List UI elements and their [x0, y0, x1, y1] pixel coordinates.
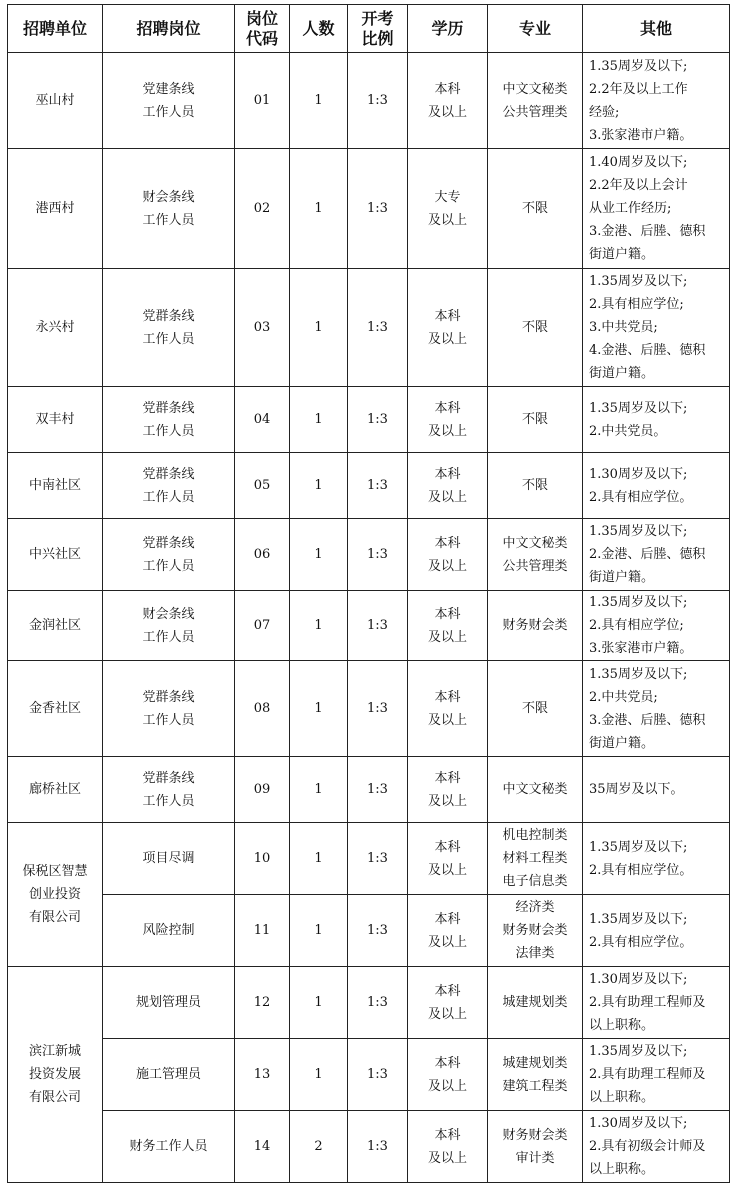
cell-line: 党群条线 [142, 689, 195, 705]
cell-line: 投资发展 [28, 1067, 81, 1082]
cell-line: 1.30周岁及以下; [589, 466, 688, 482]
cell-ratio: 1:3 [348, 387, 408, 453]
cell-line: 双丰村 [35, 412, 75, 427]
cell-code: 13 [235, 1039, 290, 1111]
cell-code: 01 [235, 53, 290, 149]
cell-post [103, 269, 235, 387]
cell-education [408, 269, 488, 387]
cell-line: 中文文秘类 [502, 81, 568, 97]
cell-major [488, 453, 583, 519]
cell-count: 1 [290, 53, 348, 149]
cell-line: 公共管理类 [502, 558, 568, 574]
cell-line: 本科 [434, 81, 461, 97]
cell-line: 及以上 [427, 331, 467, 347]
cell-line: 金润社区 [28, 618, 81, 633]
cell-education [408, 895, 488, 967]
cell-line: 中文文秘类 [502, 782, 568, 797]
header-ratio: 开考 比例 [348, 5, 408, 53]
cell-other [583, 895, 730, 967]
cell-line: 2.具有相应学位; [589, 297, 684, 312]
cell-line: 2.金港、后塍、德积 [589, 547, 706, 562]
cell-line: 1.40周岁及以下; [589, 155, 688, 170]
cell-unit [8, 757, 103, 823]
cell-ratio: 1:3 [348, 1111, 408, 1183]
cell-line: 及以上 [427, 1006, 467, 1022]
cell-line: 街道户籍。 [589, 247, 655, 262]
cell-line: 规划管理员 [135, 995, 201, 1010]
cell-line: 中文文秘类 [502, 535, 568, 551]
cell-line: 1.30周岁及以下; [589, 972, 688, 987]
cell-line: 本科 [434, 606, 461, 622]
cell-line: 本科 [434, 1055, 461, 1071]
cell-line: 工作人员 [142, 212, 195, 228]
cell-line: 城建规划类 [502, 995, 568, 1010]
cell-count: 1 [290, 1039, 348, 1111]
cell-line: 本科 [434, 911, 461, 927]
cell-line: 及以上 [427, 104, 467, 120]
cell-post [103, 387, 235, 453]
cell-other [583, 823, 730, 895]
cell-line: 1.35周岁及以下; [589, 58, 688, 74]
table-row [8, 661, 730, 757]
table-row [8, 269, 730, 387]
cell-education [408, 823, 488, 895]
cell-line: 不限 [521, 412, 548, 427]
cell-count: 1 [290, 149, 348, 269]
cell-count: 1 [290, 519, 348, 591]
cell-ratio: 1:3 [348, 661, 408, 757]
cell-line: 本科 [434, 400, 461, 416]
cell-post [103, 1039, 235, 1111]
cell-major [488, 661, 583, 757]
table-row [8, 823, 730, 895]
cell-count: 1 [290, 967, 348, 1039]
cell-line: 1.35周岁及以下; [589, 1044, 688, 1059]
cell-other [583, 149, 730, 269]
cell-line: 及以上 [427, 1078, 467, 1094]
cell-line: 2.2年及以上会计 [589, 178, 688, 193]
cell-major [488, 149, 583, 269]
recruitment-table [7, 4, 730, 1183]
cell-line: 法律类 [515, 946, 555, 961]
cell-unit [8, 823, 103, 967]
cell-post [103, 757, 235, 823]
cell-code: 09 [235, 757, 290, 823]
cell-code: 07 [235, 591, 290, 661]
cell-line: 3.张家港市户籍。 [589, 641, 693, 656]
cell-line: 大专 [434, 189, 461, 205]
cell-major [488, 757, 583, 823]
cell-line: 工作人员 [142, 104, 195, 120]
cell-line: 党群条线 [142, 535, 195, 551]
cell-code: 04 [235, 387, 290, 453]
cell-code: 08 [235, 661, 290, 757]
cell-post [103, 1111, 235, 1183]
cell-post [103, 453, 235, 519]
cell-line: 不限 [521, 320, 548, 335]
cell-line: 机电控制类 [502, 828, 568, 843]
cell-ratio: 1:3 [348, 269, 408, 387]
cell-line: 施工管理员 [135, 1067, 201, 1082]
cell-unit [8, 387, 103, 453]
cell-line: 1.35周岁及以下; [589, 400, 688, 416]
cell-line: 2.具有相应学位; [589, 618, 684, 633]
cell-other [583, 453, 730, 519]
cell-line: 及以上 [427, 558, 467, 574]
cell-line: 党群条线 [142, 400, 195, 416]
cell-line: 本科 [434, 466, 461, 482]
cell-code: 14 [235, 1111, 290, 1183]
cell-major [488, 1111, 583, 1183]
cell-major [488, 269, 583, 387]
cell-line: 3.金港、后塍、德积 [589, 224, 706, 239]
cell-line: 本科 [434, 770, 461, 786]
cell-line: 中兴社区 [28, 547, 81, 562]
cell-education [408, 757, 488, 823]
cell-count: 1 [290, 895, 348, 967]
cell-count: 1 [290, 823, 348, 895]
cell-major [488, 591, 583, 661]
cell-line: 公共管理类 [502, 104, 568, 120]
cell-count: 1 [290, 661, 348, 757]
cell-post [103, 591, 235, 661]
cell-education [408, 519, 488, 591]
cell-line: 党群条线 [142, 466, 195, 482]
cell-line: 城建规划类 [502, 1055, 568, 1071]
cell-line: 及以上 [427, 423, 467, 439]
cell-line: 本科 [434, 689, 461, 705]
cell-line: 巫山村 [35, 93, 75, 108]
table-row [8, 757, 730, 823]
cell-post [103, 661, 235, 757]
cell-line: 党群条线 [142, 770, 195, 786]
cell-major [488, 53, 583, 149]
cell-line: 及以上 [427, 212, 467, 228]
cell-line: 本科 [434, 1127, 461, 1143]
cell-line: 35周岁及以下。 [589, 782, 684, 797]
cell-line: 材料工程类 [502, 851, 568, 866]
cell-line: 1.30周岁及以下; [589, 1116, 688, 1131]
cell-major [488, 387, 583, 453]
cell-line: 1.35周岁及以下; [589, 666, 688, 682]
cell-major [488, 895, 583, 967]
cell-code: 11 [235, 895, 290, 967]
cell-line: 经济类 [515, 900, 555, 915]
cell-line: 财务财会类 [502, 1127, 568, 1143]
cell-unit [8, 149, 103, 269]
cell-line: 以上职称。 [589, 1162, 655, 1177]
cell-line: 保税区智慧 [22, 864, 88, 879]
cell-line: 有限公司 [28, 910, 81, 925]
cell-line: 不限 [521, 478, 548, 493]
cell-major [488, 1039, 583, 1111]
cell-line: 2.中共党员。 [589, 423, 667, 439]
cell-line: 1.35周岁及以下; [589, 274, 688, 289]
cell-line: 2.具有助理工程师及 [589, 995, 706, 1010]
cell-code: 03 [235, 269, 290, 387]
cell-line: 工作人员 [142, 629, 195, 645]
cell-line: 以上职称。 [589, 1090, 655, 1105]
cell-count: 1 [290, 269, 348, 387]
cell-line: 及以上 [427, 1150, 467, 1166]
cell-unit [8, 53, 103, 149]
cell-line: 及以上 [427, 862, 467, 878]
cell-education [408, 967, 488, 1039]
cell-line: 及以上 [427, 712, 467, 728]
cell-ratio: 1:3 [348, 895, 408, 967]
cell-line: 中南社区 [28, 478, 81, 493]
cell-major [488, 823, 583, 895]
header-post: 招聘岗位 [103, 5, 235, 53]
cell-line: 本科 [434, 535, 461, 551]
table-row [8, 519, 730, 591]
cell-line: 从业工作经历; [589, 201, 672, 216]
cell-line: 及以上 [427, 934, 467, 950]
cell-post [103, 519, 235, 591]
cell-line: 财会条线 [142, 606, 195, 622]
cell-line: 项目尽调 [142, 851, 195, 866]
cell-unit [8, 967, 103, 1183]
cell-other [583, 269, 730, 387]
cell-ratio: 1:3 [348, 757, 408, 823]
table-row [8, 387, 730, 453]
cell-other [583, 757, 730, 823]
cell-line: 廊桥社区 [28, 782, 81, 797]
header-count: 人数 [290, 5, 348, 53]
cell-education [408, 149, 488, 269]
cell-post [103, 53, 235, 149]
cell-unit [8, 453, 103, 519]
cell-line: 财务财会类 [502, 618, 568, 633]
cell-line: 金香社区 [28, 701, 81, 716]
cell-line: 党群条线 [142, 308, 195, 324]
cell-line: 4.金港、后塍、德积 [589, 343, 706, 358]
cell-ratio: 1:3 [348, 591, 408, 661]
table-row [8, 1111, 730, 1183]
table-row [8, 149, 730, 269]
cell-line: 街道户籍。 [589, 570, 655, 585]
cell-post [103, 149, 235, 269]
cell-major [488, 519, 583, 591]
cell-line: 经验; [589, 104, 620, 120]
cell-line: 本科 [434, 308, 461, 324]
table-row [8, 895, 730, 967]
table-row [8, 453, 730, 519]
cell-line: 不限 [521, 201, 548, 216]
cell-ratio: 1:3 [348, 967, 408, 1039]
cell-other [583, 591, 730, 661]
cell-line: 2.具有初级会计师及 [589, 1139, 706, 1154]
cell-line: 2.具有助理工程师及 [589, 1067, 706, 1082]
cell-line: 本科 [434, 839, 461, 855]
cell-education [408, 1111, 488, 1183]
table-row [8, 1039, 730, 1111]
cell-line: 审计类 [515, 1150, 555, 1166]
cell-line: 港西村 [35, 201, 75, 216]
cell-education [408, 591, 488, 661]
cell-line: 本科 [434, 983, 461, 999]
cell-ratio: 1:3 [348, 149, 408, 269]
cell-count: 1 [290, 387, 348, 453]
cell-line: 街道户籍。 [589, 735, 655, 751]
header-unit: 招聘单位 [8, 5, 103, 53]
cell-education [408, 53, 488, 149]
cell-line: 街道户籍。 [589, 366, 655, 381]
cell-ratio: 1:3 [348, 53, 408, 149]
cell-other [583, 967, 730, 1039]
cell-post [103, 967, 235, 1039]
cell-line: 1.35周岁及以下; [589, 524, 688, 539]
cell-count: 1 [290, 591, 348, 661]
cell-line: 工作人员 [142, 331, 195, 347]
cell-line: 及以上 [427, 489, 467, 505]
cell-code: 05 [235, 453, 290, 519]
cell-line: 3.金港、后塍、德积 [589, 712, 706, 728]
cell-line: 工作人员 [142, 489, 195, 505]
cell-unit [8, 519, 103, 591]
header-other: 其他 [583, 5, 730, 53]
cell-line: 财务工作人员 [129, 1139, 208, 1154]
cell-line: 滨江新城 [28, 1044, 81, 1059]
cell-education [408, 1039, 488, 1111]
cell-line: 及以上 [427, 629, 467, 645]
cell-ratio: 1:3 [348, 453, 408, 519]
cell-line: 2.具有相应学位。 [589, 934, 693, 950]
cell-post [103, 895, 235, 967]
cell-line: 1.35周岁及以下; [589, 839, 688, 855]
cell-code: 02 [235, 149, 290, 269]
cell-other [583, 53, 730, 149]
cell-line: 建筑工程类 [502, 1078, 568, 1094]
cell-other [583, 387, 730, 453]
cell-line: 以上职称。 [589, 1018, 655, 1033]
cell-line: 电子信息类 [502, 874, 568, 889]
cell-line: 工作人员 [142, 423, 195, 439]
header-major: 专业 [488, 5, 583, 53]
cell-line: 2.2年及以上工作 [589, 81, 688, 97]
cell-line: 3.中共党员; [589, 320, 658, 335]
cell-line: 3.张家港市户籍。 [589, 127, 693, 143]
cell-line: 1.35周岁及以下; [589, 595, 688, 610]
cell-ratio: 1:3 [348, 519, 408, 591]
cell-line: 财务财会类 [502, 923, 568, 938]
cell-unit [8, 269, 103, 387]
header-row [8, 5, 730, 53]
cell-other [583, 1039, 730, 1111]
cell-line: 风险控制 [142, 923, 195, 938]
cell-code: 12 [235, 967, 290, 1039]
cell-education [408, 387, 488, 453]
cell-line: 2.具有相应学位。 [589, 862, 693, 878]
cell-line: 2.具有相应学位。 [589, 489, 693, 505]
cell-code: 10 [235, 823, 290, 895]
cell-line: 创业投资 [28, 887, 81, 902]
cell-line: 及以上 [427, 793, 467, 809]
cell-unit [8, 661, 103, 757]
cell-unit [8, 591, 103, 661]
cell-line: 财会条线 [142, 189, 195, 205]
cell-other [583, 1111, 730, 1183]
cell-other [583, 661, 730, 757]
cell-line: 工作人员 [142, 712, 195, 728]
cell-education [408, 661, 488, 757]
cell-count: 2 [290, 1111, 348, 1183]
cell-line: 工作人员 [142, 558, 195, 574]
cell-ratio: 1:3 [348, 823, 408, 895]
cell-line: 工作人员 [142, 793, 195, 809]
cell-line: 2.中共党员; [589, 689, 658, 705]
header-code: 岗位 代码 [235, 5, 290, 53]
cell-ratio: 1:3 [348, 1039, 408, 1111]
cell-line: 1.35周岁及以下; [589, 911, 688, 927]
cell-post [103, 823, 235, 895]
cell-line: 有限公司 [28, 1090, 81, 1105]
cell-other [583, 519, 730, 591]
cell-code: 06 [235, 519, 290, 591]
header-education: 学历 [408, 5, 488, 53]
cell-count: 1 [290, 453, 348, 519]
cell-line: 不限 [521, 701, 548, 716]
cell-major [488, 967, 583, 1039]
cell-line: 永兴村 [35, 320, 75, 335]
table-row [8, 53, 730, 149]
table-row [8, 591, 730, 661]
cell-education [408, 453, 488, 519]
table-row [8, 967, 730, 1039]
cell-line: 党建条线 [142, 81, 195, 97]
cell-count: 1 [290, 757, 348, 823]
